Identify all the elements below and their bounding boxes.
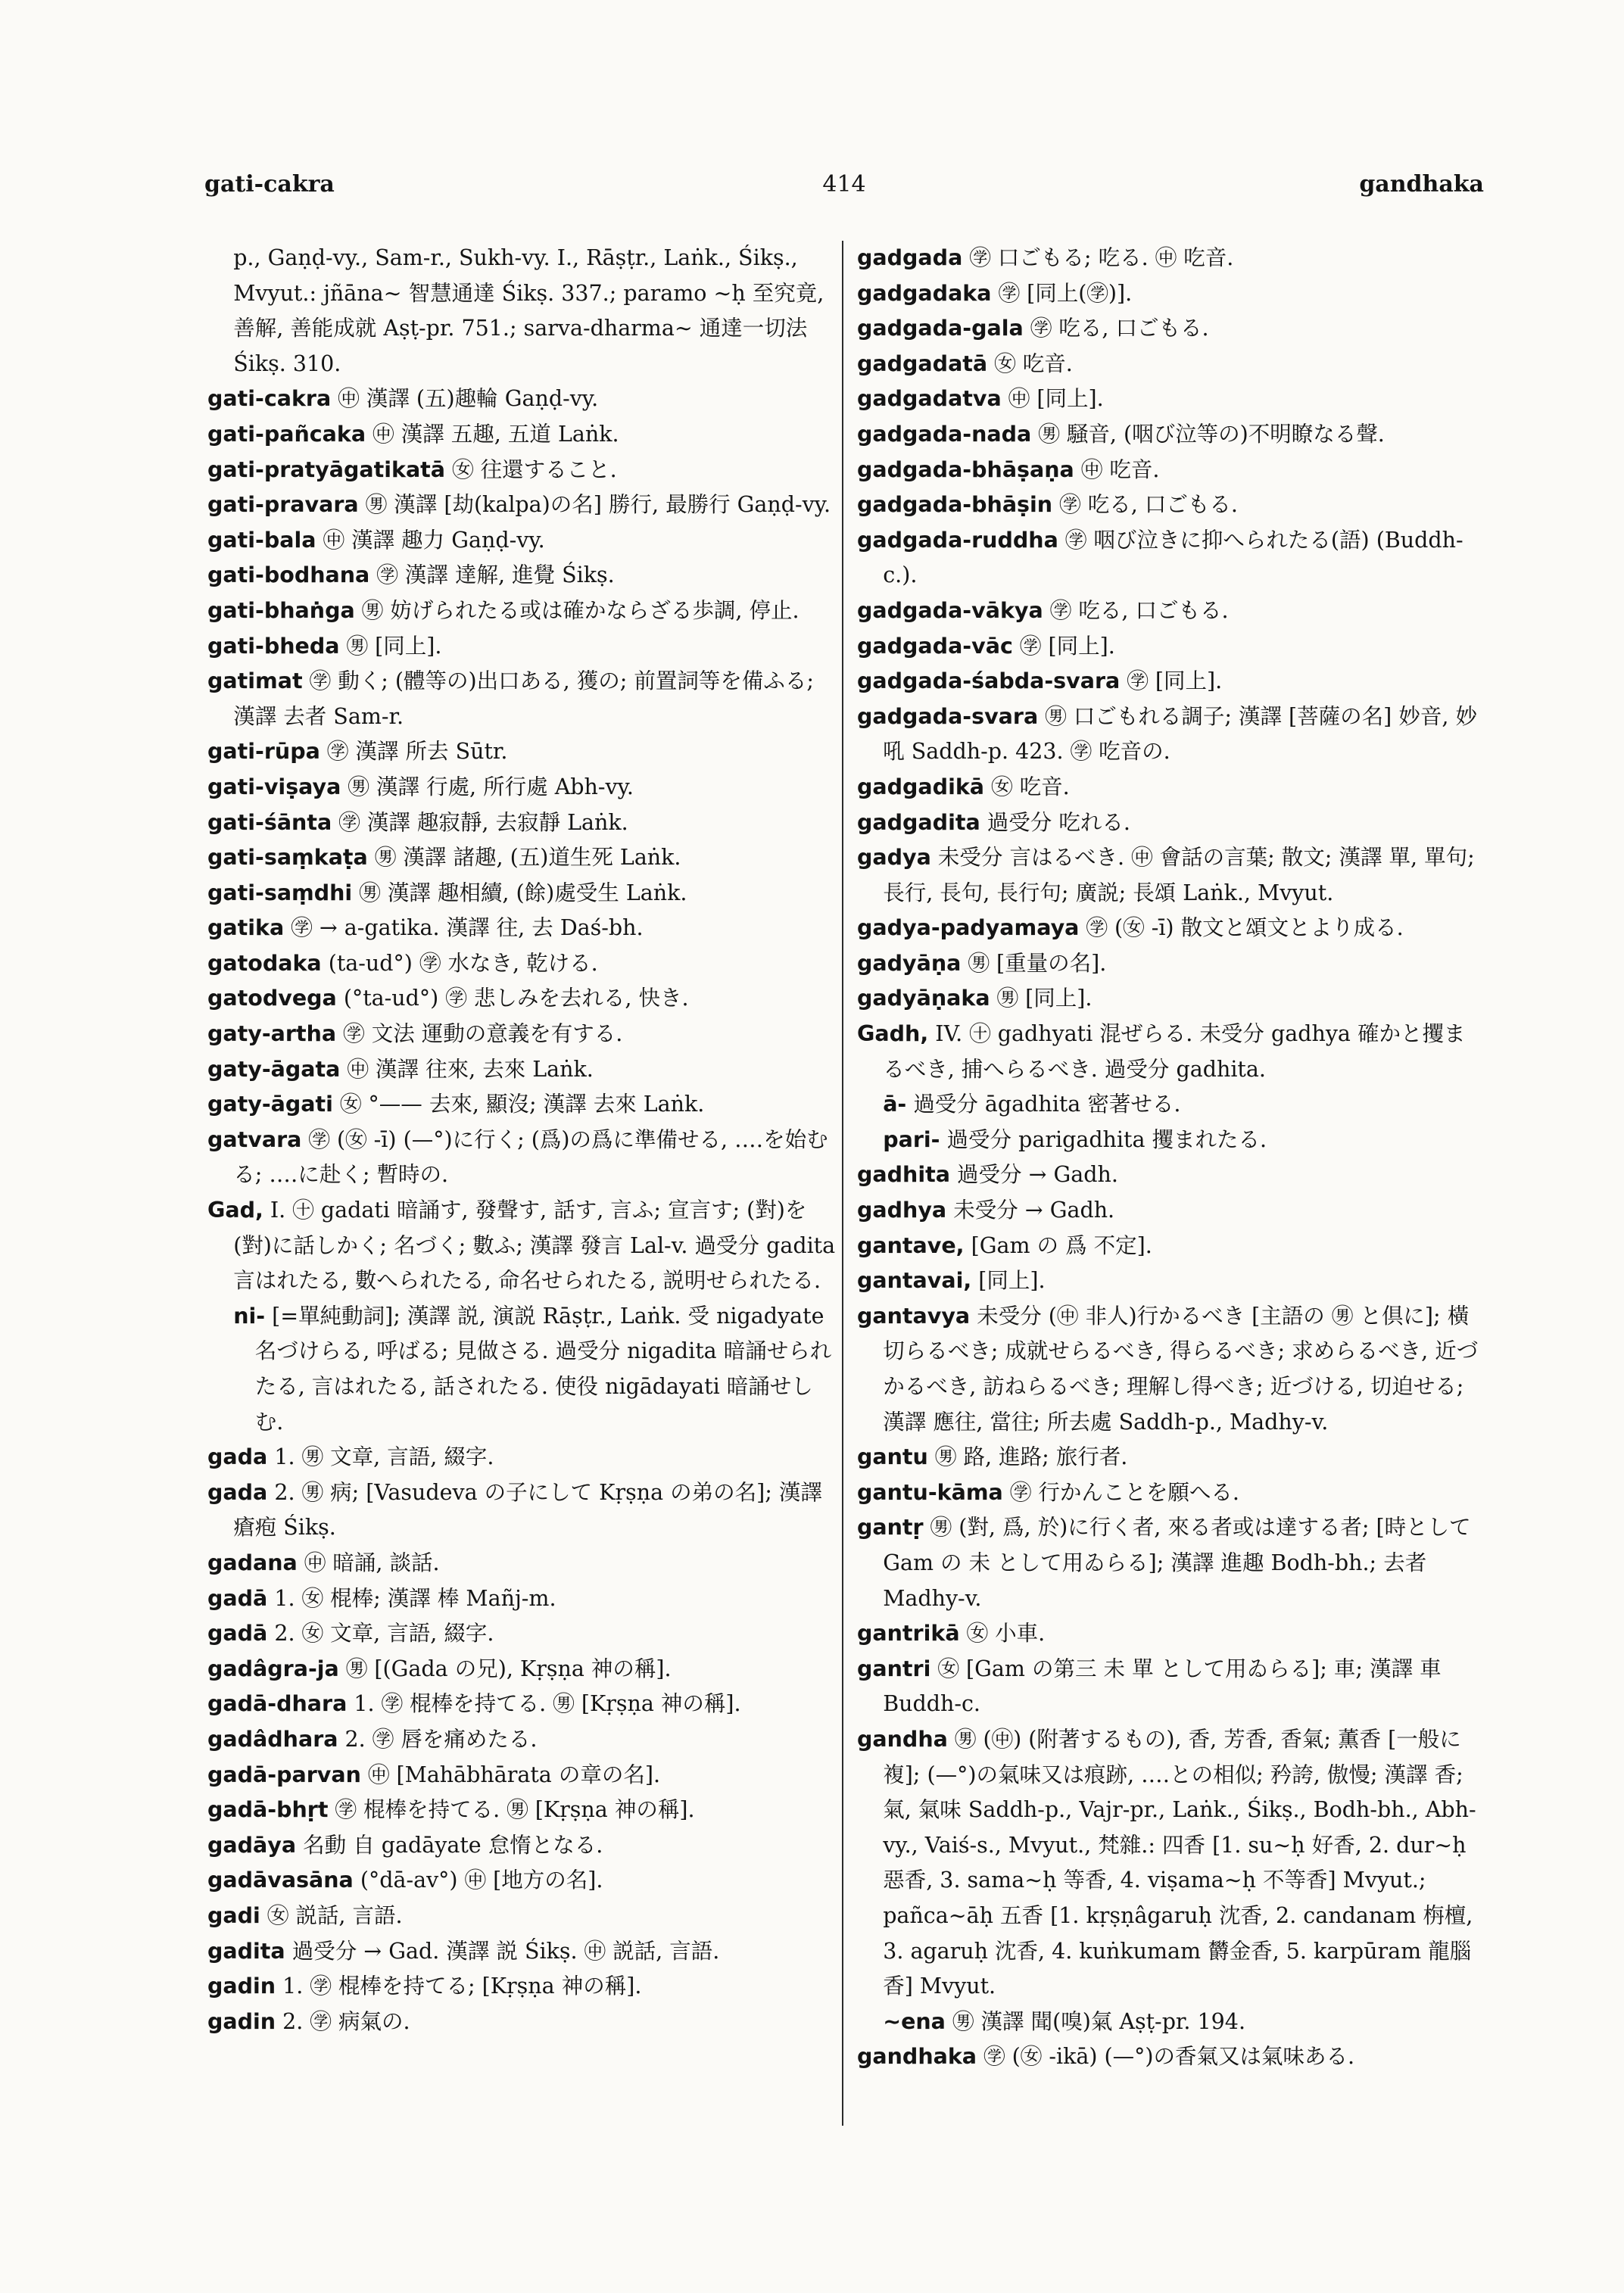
dictionary-entry (857, 1087, 1485, 1123)
entry-headword: gati-cakra (207, 386, 332, 412)
entry-headword: gadana (207, 1550, 298, 1575)
entry-definition: 名動 自 gadāyate 怠惰となる. (303, 1832, 603, 1858)
entry-headword: gaty-artha (207, 1021, 337, 1047)
entry-definition: ㊥ 漢譯 趣力 Gaṇḍ-vy. (323, 527, 545, 553)
entry-headword: gantu (857, 1444, 928, 1470)
dictionary-entry (207, 417, 836, 453)
entry-definition: 過受分 parigadhita 攫まれたる. (946, 1126, 1267, 1152)
dictionary-entry (857, 241, 1485, 276)
entry-headword: ∼ena (883, 2008, 946, 2034)
dictionary-entry (207, 840, 836, 876)
entry-headword: gantavai, (857, 1268, 972, 1294)
entry-headword: gantu-kāma (857, 1479, 1003, 1505)
entry-definition: ㊚ 漢譯 趣相續, (餘)處受生 Laṅk. (359, 880, 687, 905)
dictionary-entry (207, 1581, 836, 1617)
entry-headword: gaty-āgati (207, 1092, 333, 1117)
entry-headword: gandhaka (857, 2044, 977, 2070)
entry-headword: gati-bhaṅga (207, 597, 355, 623)
entry-definition: ㊫ 棍棒を持てる. ㊚ [Kṛṣṇa 神の稱]. (335, 1797, 695, 1823)
entry-definition: ㊥ [Mahābhārata の章の名]. (367, 1762, 661, 1787)
left-column (207, 241, 836, 2039)
entry-definition: ㊫ 口ごもる; 吃る. ㊥ 吃音. (969, 245, 1234, 270)
dictionary-entry (857, 1229, 1485, 1264)
entry-headword: gadâdhara (207, 1726, 338, 1752)
dictionary-entry (207, 523, 836, 559)
entry-headword: gati-rūpa (207, 739, 320, 765)
entry-definition: ㊫ 文法 運動の意義を有する. (343, 1021, 623, 1047)
dictionary-entry (857, 946, 1485, 982)
entry-headword: gadin (207, 1974, 276, 1999)
dictionary-entry (857, 1157, 1485, 1193)
right-column (857, 241, 1485, 2075)
entry-headword: gada (207, 1444, 268, 1470)
entry-definition: ㊛ °—— 去來, 顯沒; 漢譯 去來 Laṅk. (339, 1092, 705, 1117)
entry-headword: Gadh, (857, 1021, 929, 1047)
dictionary-entry (207, 1299, 836, 1440)
header-right-guideword: gandhaka (1359, 171, 1484, 198)
dictionary-entry (857, 981, 1485, 1017)
entry-definition: ㊛ 吃音. (994, 350, 1073, 376)
dictionary-entry (207, 911, 836, 946)
entry-headword: gadi (207, 1902, 260, 1928)
entry-definition: [Gam の 爲 不定]. (971, 1232, 1152, 1258)
entry-definition: 過受分 吃れる. (987, 809, 1130, 835)
dictionary-entry (857, 1475, 1485, 1511)
entry-headword: gati-bala (207, 527, 316, 553)
dictionary-entry (207, 1052, 836, 1088)
entry-headword: gati-saṃkaṭa (207, 845, 368, 871)
entry-definition: ㊫ → a-gatika. 漢譯 往, 去 Daś-bh. (291, 915, 644, 941)
dictionary-entry (207, 453, 836, 488)
entry-headword: gadāya (207, 1832, 297, 1858)
entry-definition: ㊛ 説話, 言語. (267, 1902, 403, 1928)
entry-definition: 未受分 → Gadh. (953, 1198, 1115, 1223)
dictionary-entry (207, 1969, 836, 2005)
dictionary-entry (857, 1263, 1485, 1299)
dictionary-entry (857, 770, 1485, 805)
entry-definition: 2. ㊚ 病; [Vasudeva の子にして Kṛṣṇa の弟の名]; 漢譯 瘡疱 Śikṣ. (233, 1479, 822, 1541)
dictionary-entry (207, 981, 836, 1017)
dictionary-entry (857, 382, 1485, 417)
dictionary-entry (857, 1017, 1485, 1087)
dictionary-entry (857, 594, 1485, 629)
dictionary-entry (207, 664, 836, 734)
entry-definition: ㊫ 動く; (體等の)出口ある, 獲の; 前置詞等を備ふる; 漢譯 去者 Sam-r. (233, 668, 814, 729)
dictionary-entry (857, 276, 1485, 312)
entry-headword: gadhita (857, 1162, 950, 1188)
entry-definition: p., Gaṇḍ-vy., Sam-r., Sukh-vy. I., Rāṣṭr., Laṅk., Śikṣ., Mvyut.: jñāna∼ 智慧通達 Śikṣ. 337.; paramo ∼ḥ 至究竟, 善解, 善能成就 Aṣṭ-pr. 751.; sarva-dharma∼ 通達一切法 Śikṣ. 310. (233, 245, 824, 376)
entry-definition: ㊚ [同上]. (346, 633, 442, 659)
entry-headword: gadgadita (857, 809, 980, 835)
header-left-guideword: gati-cakra (204, 171, 335, 198)
dictionary-entry (857, 1616, 1485, 1652)
entry-definition: ㊫ [同上(㊫)]. (998, 280, 1133, 306)
entry-headword: gadā-bhṛt (207, 1797, 329, 1823)
entry-headword: gadgada-śabda-svara (857, 668, 1121, 694)
entry-headword: gadhya (857, 1198, 947, 1223)
dictionary-entry (207, 1123, 836, 1193)
dictionary-entry (207, 1934, 836, 1970)
entry-headword: gadā (207, 1621, 268, 1647)
dictionary-entry (207, 1546, 836, 1581)
entry-definition: ㊫ 漢譯 趣寂靜, 去寂靜 Laṅk. (338, 809, 628, 835)
entry-definition: ㊫ 漢譯 達解, 進覺 Śikṣ. (376, 562, 615, 588)
entry-headword: gadā-dhara (207, 1691, 348, 1717)
entry-headword: gadgada-vākya (857, 597, 1043, 623)
entry-definition: 1. ㊛ 棍棒; 漢譯 棒 Mañj-m. (274, 1585, 556, 1611)
dictionary-entry (207, 1652, 836, 1687)
entry-headword: gadyāṇaka (857, 986, 990, 1011)
entry-headword: gadya-padyamaya (857, 915, 1080, 941)
entry-definition: IV. ㊉ gadhyati 混ぜらる. 未受分 gadhya 確かと攫まるべき, 捕へらるべき. 過受分 gadhita. (883, 1021, 1466, 1082)
dictionary-entry (207, 2005, 836, 2040)
entry-headword: gadita (207, 1938, 285, 1964)
entry-headword: gati-pravara (207, 492, 359, 518)
dictionary-entry (207, 946, 836, 982)
entry-headword: gadgadikā (857, 774, 985, 799)
entry-headword: gati-pratyāgatikatā (207, 456, 446, 482)
entry-headword: gati-pañcaka (207, 421, 366, 447)
dictionary-entry (857, 347, 1485, 382)
dictionary-entry (207, 1687, 836, 1722)
entry-definition: ㊫ 吃る, 口ごもる. (1059, 492, 1238, 518)
entry-headword: ā- (883, 1092, 907, 1117)
entry-headword: gadgada-vāc (857, 633, 1013, 659)
entry-headword: gati-saṃdhi (207, 880, 353, 905)
entry-headword: gadgadatā (857, 350, 988, 376)
entry-headword: gadgada-svara (857, 703, 1039, 729)
dictionary-entry (207, 1616, 836, 1652)
column-divider (842, 241, 843, 2126)
entry-headword: gadgada-bhāṣaṇa (857, 456, 1074, 482)
entry-definition: 1. ㊫ 棍棒を持てる; [Kṛṣṇa 神の稱]. (282, 1974, 642, 1999)
dictionary-entry (857, 417, 1485, 453)
dictionary-entry (857, 911, 1485, 946)
entry-headword: Gad, (207, 1198, 263, 1223)
dictionary-entry (207, 1793, 836, 1828)
dictionary-entry (207, 876, 836, 911)
entry-headword: gadin (207, 2008, 276, 2034)
entry-headword: gati-bodhana (207, 562, 370, 588)
entry-headword: gadgadatva (857, 386, 1002, 412)
entry-definition: 1. ㊫ 棍棒を持てる. ㊚ [Kṛṣṇa 神の稱]. (354, 1691, 741, 1717)
dictionary-entry (857, 1440, 1485, 1475)
dictionary-entry (207, 629, 836, 665)
entry-definition: 1. ㊚ 文章, 言語, 綴字. (274, 1444, 494, 1470)
dictionary-entry (207, 1863, 836, 1899)
dictionary-entry (857, 1123, 1485, 1158)
dictionary-entry (857, 840, 1485, 911)
entry-definition: ㊚ [重量の名]. (968, 950, 1107, 976)
entry-definition: ㊫ 行かんことを願へる. (1009, 1479, 1239, 1505)
entry-headword: gadgada-bhāṣin (857, 492, 1053, 518)
entry-headword: gadgada (857, 245, 963, 270)
dictionary-entry (207, 1017, 836, 1052)
entry-definition: ㊥ 漢譯 往來, 去來 Laṅk. (347, 1056, 594, 1082)
dictionary-entry (207, 1722, 836, 1758)
dictionary-entry (207, 1440, 836, 1475)
dictionary-entry (857, 1510, 1485, 1616)
entry-definition: ㊛ 往還すること. (452, 456, 617, 482)
entry-headword: gadgada-nada (857, 421, 1032, 447)
dictionary-entry (207, 1828, 836, 1864)
dictionary-entry (207, 770, 836, 805)
entry-definition: ㊚ 漢譯 [劫(kalpa)の名] 勝行, 最勝行 Gaṇḍ-vy. (365, 492, 831, 518)
entry-definition: ㊫ (㊛ -ī) 散文と頌文とより成る. (1086, 915, 1404, 941)
entry-headword: gadā (207, 1585, 268, 1611)
entry-definition: ㊚ 妨げられたる或は確かならざる歩調, 停止. (361, 597, 800, 623)
dictionary-entry (857, 523, 1485, 594)
entry-headword: gati-śānta (207, 809, 332, 835)
entry-definition: 過受分 → Gadh. (957, 1162, 1118, 1188)
entry-headword: gandha (857, 1726, 948, 1752)
entry-definition: ㊚ 口ごもれる調子; 漢譯 [菩薩の名] 妙音, 妙吼 Saddh-p. 423. ㊫ 吃音の. (883, 703, 1477, 765)
entry-definition: ㊫ 吃る, 口ごもる. (1049, 597, 1229, 623)
entry-definition: ㊚ 漢譯 諸趣, (五)道生死 Laṅk. (374, 845, 681, 871)
entry-headword: gadgadaka (857, 280, 992, 306)
entry-definition: ㊥ 吃音. (1080, 456, 1160, 482)
dictionary-entry (857, 699, 1485, 770)
dictionary-entry (857, 1722, 1485, 2005)
entry-definition: I. ㊉ gadati 暗誦す, 發聲す, 話す, 言ふ; 宣言す; (對)を(對)に話しかく; 名づく; 數ふ; 漢譯 發言 Lal-v. 過受分 gadita 言はれたる, 數へられたる, 命名せられたる, 説明せられたる. (233, 1198, 836, 1294)
entry-headword: gadā-parvan (207, 1762, 361, 1787)
dictionary-entry (207, 805, 836, 841)
entry-headword: gadgada-ruddha (857, 527, 1058, 553)
entry-headword: gantrikā (857, 1621, 960, 1647)
entry-headword: gantri (857, 1656, 931, 1681)
entry-headword: gadya (857, 845, 931, 871)
entry-definition: [=單純動詞]; 漢譯 説, 演説 Rāṣṭr., Laṅk. 受 nigadyate 名づけらる, 呼ばる; 見做さる. 過受分 nigadita 暗誦せられたる, 言はれたる, 話されたる. 使役 nigādayati 暗誦せしむ. (254, 1303, 832, 1435)
entry-definition: ㊥ 漢譯 (五)趣輪 Gaṇḍ-vy. (338, 386, 599, 412)
entry-headword: gadāvasāna (207, 1868, 354, 1893)
entry-definition: ㊫ 漢譯 所去 Sūtr. (326, 739, 508, 765)
dictionary-entry (207, 1193, 836, 1299)
dictionary-entry (857, 2005, 1485, 2040)
entry-definition: [同上]. (978, 1268, 1046, 1294)
entry-headword: gatvara (207, 1126, 302, 1152)
dictionary-entry (207, 241, 836, 382)
dictionary-entry (207, 488, 836, 523)
entry-definition: ㊥ 暗誦, 談話. (304, 1550, 440, 1575)
dictionary-entry (207, 734, 836, 770)
entry-headword: gatimat (207, 668, 303, 694)
entry-definition: ㊫ [同上]. (1127, 668, 1223, 694)
entry-definition: ㊫ (㊛ -ī) (—°)に行く; (爲)の爲に準備せる, ‥‥を始むる; ‥‥に赴く; 暫時の. (233, 1126, 828, 1188)
entry-definition: ㊚ 騒音, (咽び泣等の)不明瞭なる聲. (1038, 421, 1385, 447)
dictionary-entry (857, 805, 1485, 841)
dictionary-entry (207, 1899, 836, 1934)
entry-definition: ㊚ (㊥) (附著するもの), 香, 芳香, 香氣; 薫香 [一般に 複]; (—°)の氣味又は痕跡, ‥‥との相似; 矜誇, 傲慢; 漢譯 香; 氣, 氣味 Saddh-p., Vajr-pr., Laṅk., Śikṣ., Bodh-bh., Abh-vy., Vaiś-s., Mvyut., 梵雜.: 四香 [1. su∼ḥ 好香, 2. dur∼ḥ 惡香, 3. sama∼ḥ 等香, 4. viṣama∼ḥ 不等香] Mvyut.; pañca∼āḥ 五香 [1. kṛṣṇâgaruḥ 沈香, 2. candanam 栴檀, 3. agaruḥ 沈香, 4. kuṅkumam 欝金香, 5. karpūram 龍腦香] Mvyut. (883, 1726, 1476, 1999)
entry-headword: gatika (207, 915, 285, 941)
dictionary-entry (207, 1475, 836, 1546)
entry-definition: ㊫ (㊛ -ikā) (—°)の香氣又は氣味ある. (983, 2044, 1355, 2070)
dictionary-entry (857, 488, 1485, 523)
entry-definition: 2. ㊫ 唇を痛めたる. (344, 1726, 538, 1752)
entry-definition: ㊚ 路, 進路; 旅行者. (934, 1444, 1128, 1470)
dictionary-entry (857, 453, 1485, 488)
entry-headword: gadgada-gala (857, 316, 1024, 341)
dictionary-entry (857, 2039, 1485, 2075)
dictionary-entry (207, 1087, 836, 1123)
entry-headword: gatodvega (207, 986, 337, 1011)
entry-headword: gaty-āgata (207, 1056, 341, 1082)
entry-definition: ㊥ 漢譯 五趣, 五道 Laṅk. (372, 421, 619, 447)
entry-definition: ㊥ [同上]. (1008, 386, 1104, 412)
entry-definition: ㊚ 漢譯 聞(嗅)氣 Aṣṭ-pr. 194. (952, 2008, 1246, 2034)
dictionary-entry (207, 558, 836, 594)
entry-definition: ㊛ 小車. (966, 1621, 1046, 1647)
entry-definition: ㊚ [同上]. (996, 986, 1093, 1011)
dictionary-entry (207, 594, 836, 629)
entry-definition: ㊫ 咽び泣きに抑へられたる(語) (Buddh-c.). (883, 527, 1463, 588)
entry-headword: gati-bheda (207, 633, 340, 659)
entry-definition: (°dā-av°) ㊥ [地方の名]. (360, 1868, 603, 1893)
dictionary-entry (857, 664, 1485, 699)
entry-headword: gatodaka (207, 950, 322, 976)
entry-headword: gada (207, 1479, 268, 1505)
entry-definition: ㊫ 吃る, 口ごもる. (1030, 316, 1209, 341)
entry-definition: ㊛ [Gam の第三 未 單 として用ゐらる]; 車; 漢譯 車 Buddh-c. (883, 1656, 1442, 1717)
entry-headword: ni- (233, 1303, 266, 1329)
entry-headword: gantṛ (857, 1515, 924, 1541)
entry-headword: gadyāṇa (857, 950, 962, 976)
entry-definition: 未受分 (㊥ 非人)行かるべき [主語の ㊚ と倶に]; 橫切らるべき; 成就せらるべき, 得らるべき; 求めらるべき, 近づかるべき, 訪ねらるべき; 理解し得べき; 近づける, 切迫せる; 漢譯 應往, 當往; 所去處 Saddh-p., Madhy-v. (883, 1303, 1479, 1435)
entry-definition: 未受分 言はるべき. ㊥ 會話の言葉; 散文; 漢譯 單, 單句; 長行, 長句, 長行句; 廣説; 長頌 Laṅk., Mvyut. (883, 845, 1475, 905)
page-number: 414 (822, 171, 866, 198)
entry-headword: gantavya (857, 1303, 971, 1329)
dictionary-entry (857, 311, 1485, 347)
page-header (204, 171, 1484, 209)
entry-headword: gantave, (857, 1232, 965, 1258)
entry-definition: ㊚ 漢譯 行處, 所行處 Abh-vy. (348, 774, 634, 799)
entry-definition: (ta-ud°) ㊫ 水なき, 乾ける. (328, 950, 598, 976)
entry-headword: gati-viṣaya (207, 774, 341, 799)
entry-definition: ㊫ [同上]. (1019, 633, 1115, 659)
entry-definition: 過受分 → Gad. 漢譯 説 Śikṣ. ㊥ 説話, 言語. (291, 1938, 720, 1964)
dictionary-entry (207, 382, 836, 417)
entry-definition: 2. ㊛ 文章, 言語, 綴字. (274, 1621, 494, 1647)
dictionary-entry (207, 1758, 836, 1793)
entry-headword: pari- (883, 1126, 940, 1152)
entry-headword: gadâgra-ja (207, 1656, 339, 1681)
dictionary-entry (857, 1193, 1485, 1229)
entry-definition: ㊚ (對, 爲, 於)に行く者, 來る者或は達する者; [時として Gam の 未 として用ゐらる]; 漢譯 進趣 Bodh-bh.; 去者 Madhy-v. (883, 1515, 1471, 1611)
dictionary-entry (857, 1652, 1485, 1722)
entry-definition: 過受分 āgadhita 密著せる. (913, 1092, 1181, 1117)
entry-definition: 2. ㊫ 病氣の. (282, 2008, 410, 2034)
entry-definition: ㊚ [(Gada の兄), Kṛṣṇa 神の稱]. (345, 1656, 672, 1681)
entry-definition: ㊛ 吃音. (991, 774, 1070, 799)
dictionary-entry (857, 629, 1485, 665)
entry-definition: (°ta-ud°) ㊫ 悲しみを去れる, 快き. (343, 986, 689, 1011)
dictionary-entry (857, 1299, 1485, 1440)
